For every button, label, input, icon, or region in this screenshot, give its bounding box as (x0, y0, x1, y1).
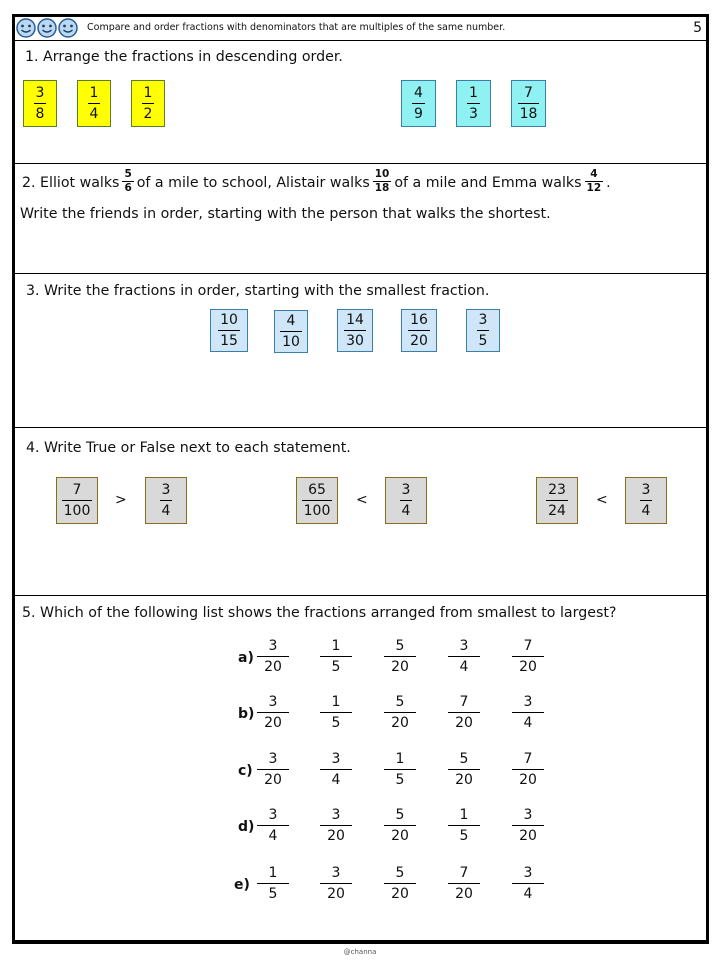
question-2-instruction: Write the friends in order, starting with the person that walks the shortest. (20, 206, 551, 222)
option-label: a) (238, 650, 254, 666)
option-fraction: 3 20 (257, 695, 289, 730)
option-label: b) (238, 706, 255, 722)
fraction-box: $\frac{3}{4}$ (625, 477, 667, 524)
option-fraction: 7 20 (448, 866, 480, 901)
option-fraction: 3 4 (448, 639, 480, 674)
option-label: e) (234, 877, 250, 893)
fraction-box: $\frac{65}{100}$ (296, 477, 338, 524)
option-fraction: 7 20 (512, 752, 544, 787)
option-fraction: 5 20 (384, 695, 416, 730)
question-3 (15, 274, 706, 428)
question-5 (15, 596, 706, 942)
question-4 (15, 428, 706, 596)
option-fraction: 5 20 (384, 639, 416, 674)
option-fraction: 3 20 (512, 808, 544, 843)
option-fraction: 3 20 (320, 808, 352, 843)
fraction-box: $\frac{4}{9}$ (401, 80, 436, 127)
fraction-box: $\frac{10}{15}$ (210, 309, 248, 352)
comparison-symbol: < (596, 492, 608, 508)
smiley-face-icon (37, 18, 57, 38)
worksheet-page (12, 14, 709, 944)
fraction-box: $\frac{23}{24}$ (536, 477, 578, 524)
inline-fraction: $\frac{10}{18}$ (374, 168, 390, 194)
option-fraction: 7 20 (512, 639, 544, 674)
fraction-box: $\frac{1}{2}$ (131, 80, 165, 127)
option-fraction: 3 4 (320, 752, 352, 787)
option-fraction: 7 20 (448, 695, 480, 730)
option-fraction: 1 5 (257, 866, 289, 901)
smiley-face-icon (16, 18, 36, 38)
comparison-symbol: > (115, 492, 127, 508)
option-fraction: 3 4 (512, 866, 544, 901)
smiley-face-icon (58, 18, 78, 38)
option-fraction: 5 20 (384, 808, 416, 843)
fraction-box: $\frac{3}{4}$ (145, 477, 187, 524)
option-fraction: 3 20 (257, 639, 289, 674)
question-3-text: 3. Write the fractions in order, starting with the smallest fraction. (26, 283, 490, 299)
fraction-box: $\frac{16}{20}$ (401, 309, 437, 352)
option-fraction: 3 20 (257, 752, 289, 787)
worksheet-header (15, 17, 706, 41)
inline-fraction: $\frac{5}{6}$ (124, 168, 132, 194)
question-1 (15, 40, 706, 164)
question-2-text: 2. Elliot walks $\frac{5}{6}$ of a mile to school, Alistair walks $\frac{10}{18}$ of a mile and Emma walks $\frac{4}{12}$ . (22, 168, 611, 194)
fraction-box: $\frac{3}{5}$ (466, 309, 500, 352)
fraction-box: $\frac{3}{4}$ (385, 477, 427, 524)
worksheet-title: Compare and order fractions with denominators that are multiples of the same number. (87, 22, 506, 33)
option-fraction: 3 4 (512, 695, 544, 730)
page-number: 5 (693, 20, 702, 36)
option-fraction: 1 5 (320, 695, 352, 730)
question-1-text: 1. Arrange the fractions in descending order. (25, 49, 343, 65)
option-fraction: 1 5 (384, 752, 416, 787)
question-4-text: 4. Write True or False next to each statement. (26, 440, 351, 456)
question-5-text: 5. Which of the following list shows the fractions arranged from smallest to largest? (22, 605, 617, 621)
fraction-box: $\frac{7}{100}$ (56, 477, 98, 524)
fraction-box: $\frac{14}{30}$ (337, 309, 373, 352)
question-2 (15, 164, 706, 274)
comparison-symbol: < (356, 492, 368, 508)
option-fraction: 5 20 (384, 866, 416, 901)
fraction-box: $\frac{7}{18}$ (511, 80, 546, 127)
option-label: c) (238, 763, 253, 779)
footer-credit: @channa (343, 948, 377, 956)
option-fraction: 1 5 (448, 808, 480, 843)
option-fraction: 3 4 (257, 808, 289, 843)
option-fraction: 3 20 (320, 866, 352, 901)
fraction-box: $\frac{1}{3}$ (456, 80, 491, 127)
inline-fraction: $\frac{4}{12}$ (586, 168, 602, 194)
fraction-box: $\frac{3}{8}$ (23, 80, 57, 127)
option-fraction: 1 5 (320, 639, 352, 674)
option-label: d) (238, 819, 255, 835)
fraction-box: $\frac{4}{10}$ (274, 310, 308, 353)
option-fraction: 5 20 (448, 752, 480, 787)
fraction-box: $\frac{1}{4}$ (77, 80, 111, 127)
